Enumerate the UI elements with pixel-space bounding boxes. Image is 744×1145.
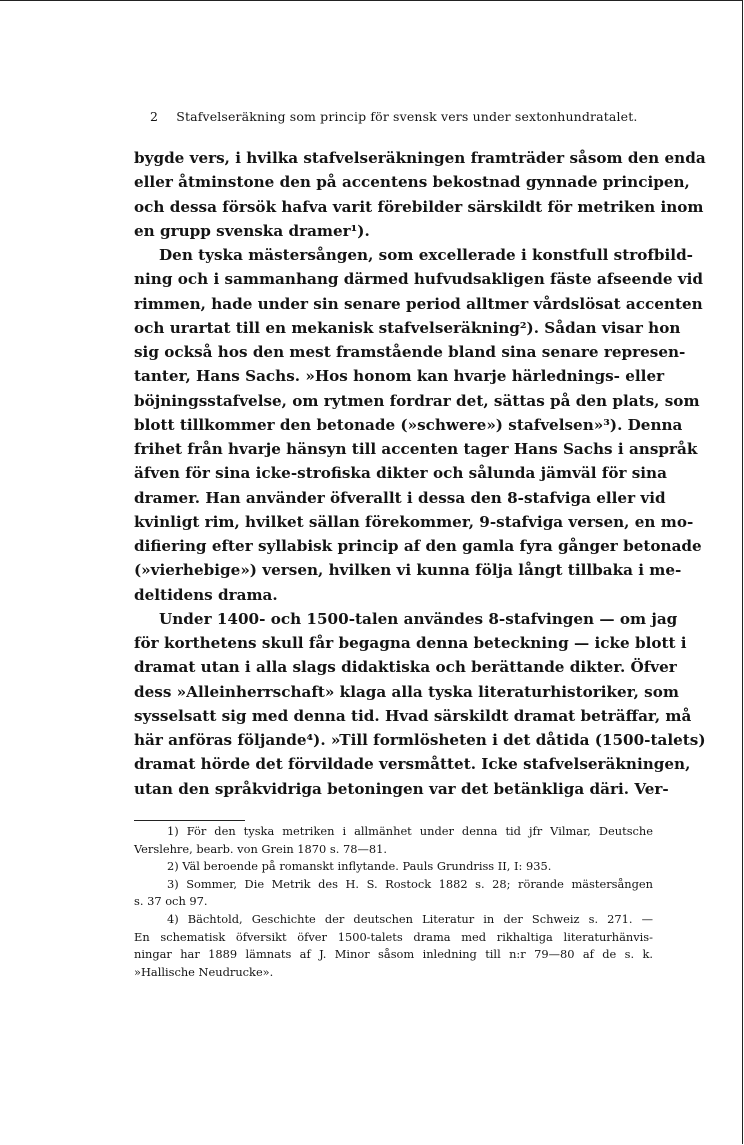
body-line: utan den språkvidriga betoningen var det betänkliga däri. Ver- — [134, 779, 669, 798]
body-line: här anföras följande⁴). »Till formlösheten i det dåtida (1500-talets) — [134, 731, 706, 749]
body-line: sig också hos den mest framstående bland sina senare represen- — [134, 343, 686, 361]
body-line: tanter, Hans Sachs. »Hos honom kan hvarje härlednings- eller — [134, 367, 665, 386]
body-line: kvinligt rim, hvilket sällan förekommer, 9-stafviga versen, en mo- — [134, 512, 694, 531]
footnote-line: En schematisk öfversikt öfver 1500-talets drama med rikhaltiga literaturhänvis- — [134, 929, 653, 944]
footnote-line: 1) För den tyska metriken i allmänhet under denna tid jfr Vilmar, Deutsche — [167, 824, 653, 838]
body-line: och dessa försök hafva varit förebilder särskildt för metriken inom — [134, 197, 704, 216]
body-line: äfven för sina icke-strofiska dikter och sålunda jämväl för sina — [134, 464, 667, 483]
body-line: Under 1400- och 1500-talen användes 8-stafvingen — om jag — [159, 609, 678, 628]
body-line: dramat utan i alla slags didaktiska och berättande dikter. Öfver — [134, 658, 677, 677]
body-line: böjningsstafvelse, om rytmen fordrar det, sättas på den plats, som — [134, 391, 700, 410]
footnote-line: ningar har 1889 lämnats af J. Minor såsom inledning till n:r 79—80 af de s. k. — [134, 947, 653, 962]
footnote-line: 4) Bächtold, Geschichte der deutschen Literatur in der Schweiz s. 271. — — [167, 912, 653, 926]
footnote-line: 3) Sommer, Die Metrik des H. S. Rostock 1882 s. 28; rörande mästersången — [167, 876, 653, 891]
footnote-line: s. 37 och 97. — [134, 894, 208, 909]
body-line: (»vierhebige») versen, hvilken vi kunna följa långt tillbaka i me- — [134, 561, 682, 580]
running-header — [150, 109, 650, 124]
body-line: dramer. Han använder öfverallt i dessa den 8-stafviga eller vid — [134, 488, 666, 507]
body-line: dramat hörde det förvildade versmåttet. Icke stafvelseräkningen, — [134, 755, 691, 774]
body-line: Den tyska mästersången, som excellerade i konstfull strofbild- — [159, 246, 693, 264]
body-line: sysselsatt sig med denna tid. Hvad särskildt dramat beträffar, må — [134, 706, 692, 725]
body-line: dess »Alleinherrschaft» klaga alla tyska literaturhistoriker, som — [134, 682, 679, 701]
body-line: blott tillkommer den betonade (»schwere») stafvelsen»³). Denna — [134, 415, 683, 434]
footnote-line: 2) Väl beroende på romanskt inflytande. Pauls Grundriss II, I: 935. — [167, 859, 552, 874]
body-line: en grupp svenska dramer¹). — [134, 221, 370, 240]
body-line: eller åtminstone den på accentens bekostnad gynnade principen, — [134, 173, 690, 192]
body-line: frihet från hvarje hänsyn till accenten tager Hans Sachs i anspråk — [134, 440, 698, 458]
body-line: deltidens drama. — [134, 585, 278, 604]
footnote-line: »Hallische Neudrucke». — [134, 964, 274, 979]
page-number: 2 — [150, 109, 159, 124]
body-line: för korthetens skull får begagna denna beteckning — icke blott i — [134, 634, 687, 652]
body-line: rimmen, hade under sin senare period alltmer vårdslösat accenten — [134, 294, 703, 313]
footnote-line: Verslehre, bearb. von Grein 1870 s. 78—81. — [134, 841, 387, 856]
running-title: Stafvelseräkning som princip för svensk vers under sextonhundratalet. — [176, 109, 638, 124]
body-line: och urartat till en mekanisk stafvelseräkning²). Sådan visar hon — [134, 318, 681, 337]
body-line: difiering efter syllabisk princip af den gamla fyra gånger betonade — [134, 537, 702, 555]
body-line: bygde vers, i hvilka stafvelseräkningen framträder såsom den enda — [134, 149, 706, 167]
footnote-rule — [134, 820, 245, 821]
body-line: ning och i sammanhang därmed hufvudsakligen fäste afseende vid — [134, 270, 704, 289]
